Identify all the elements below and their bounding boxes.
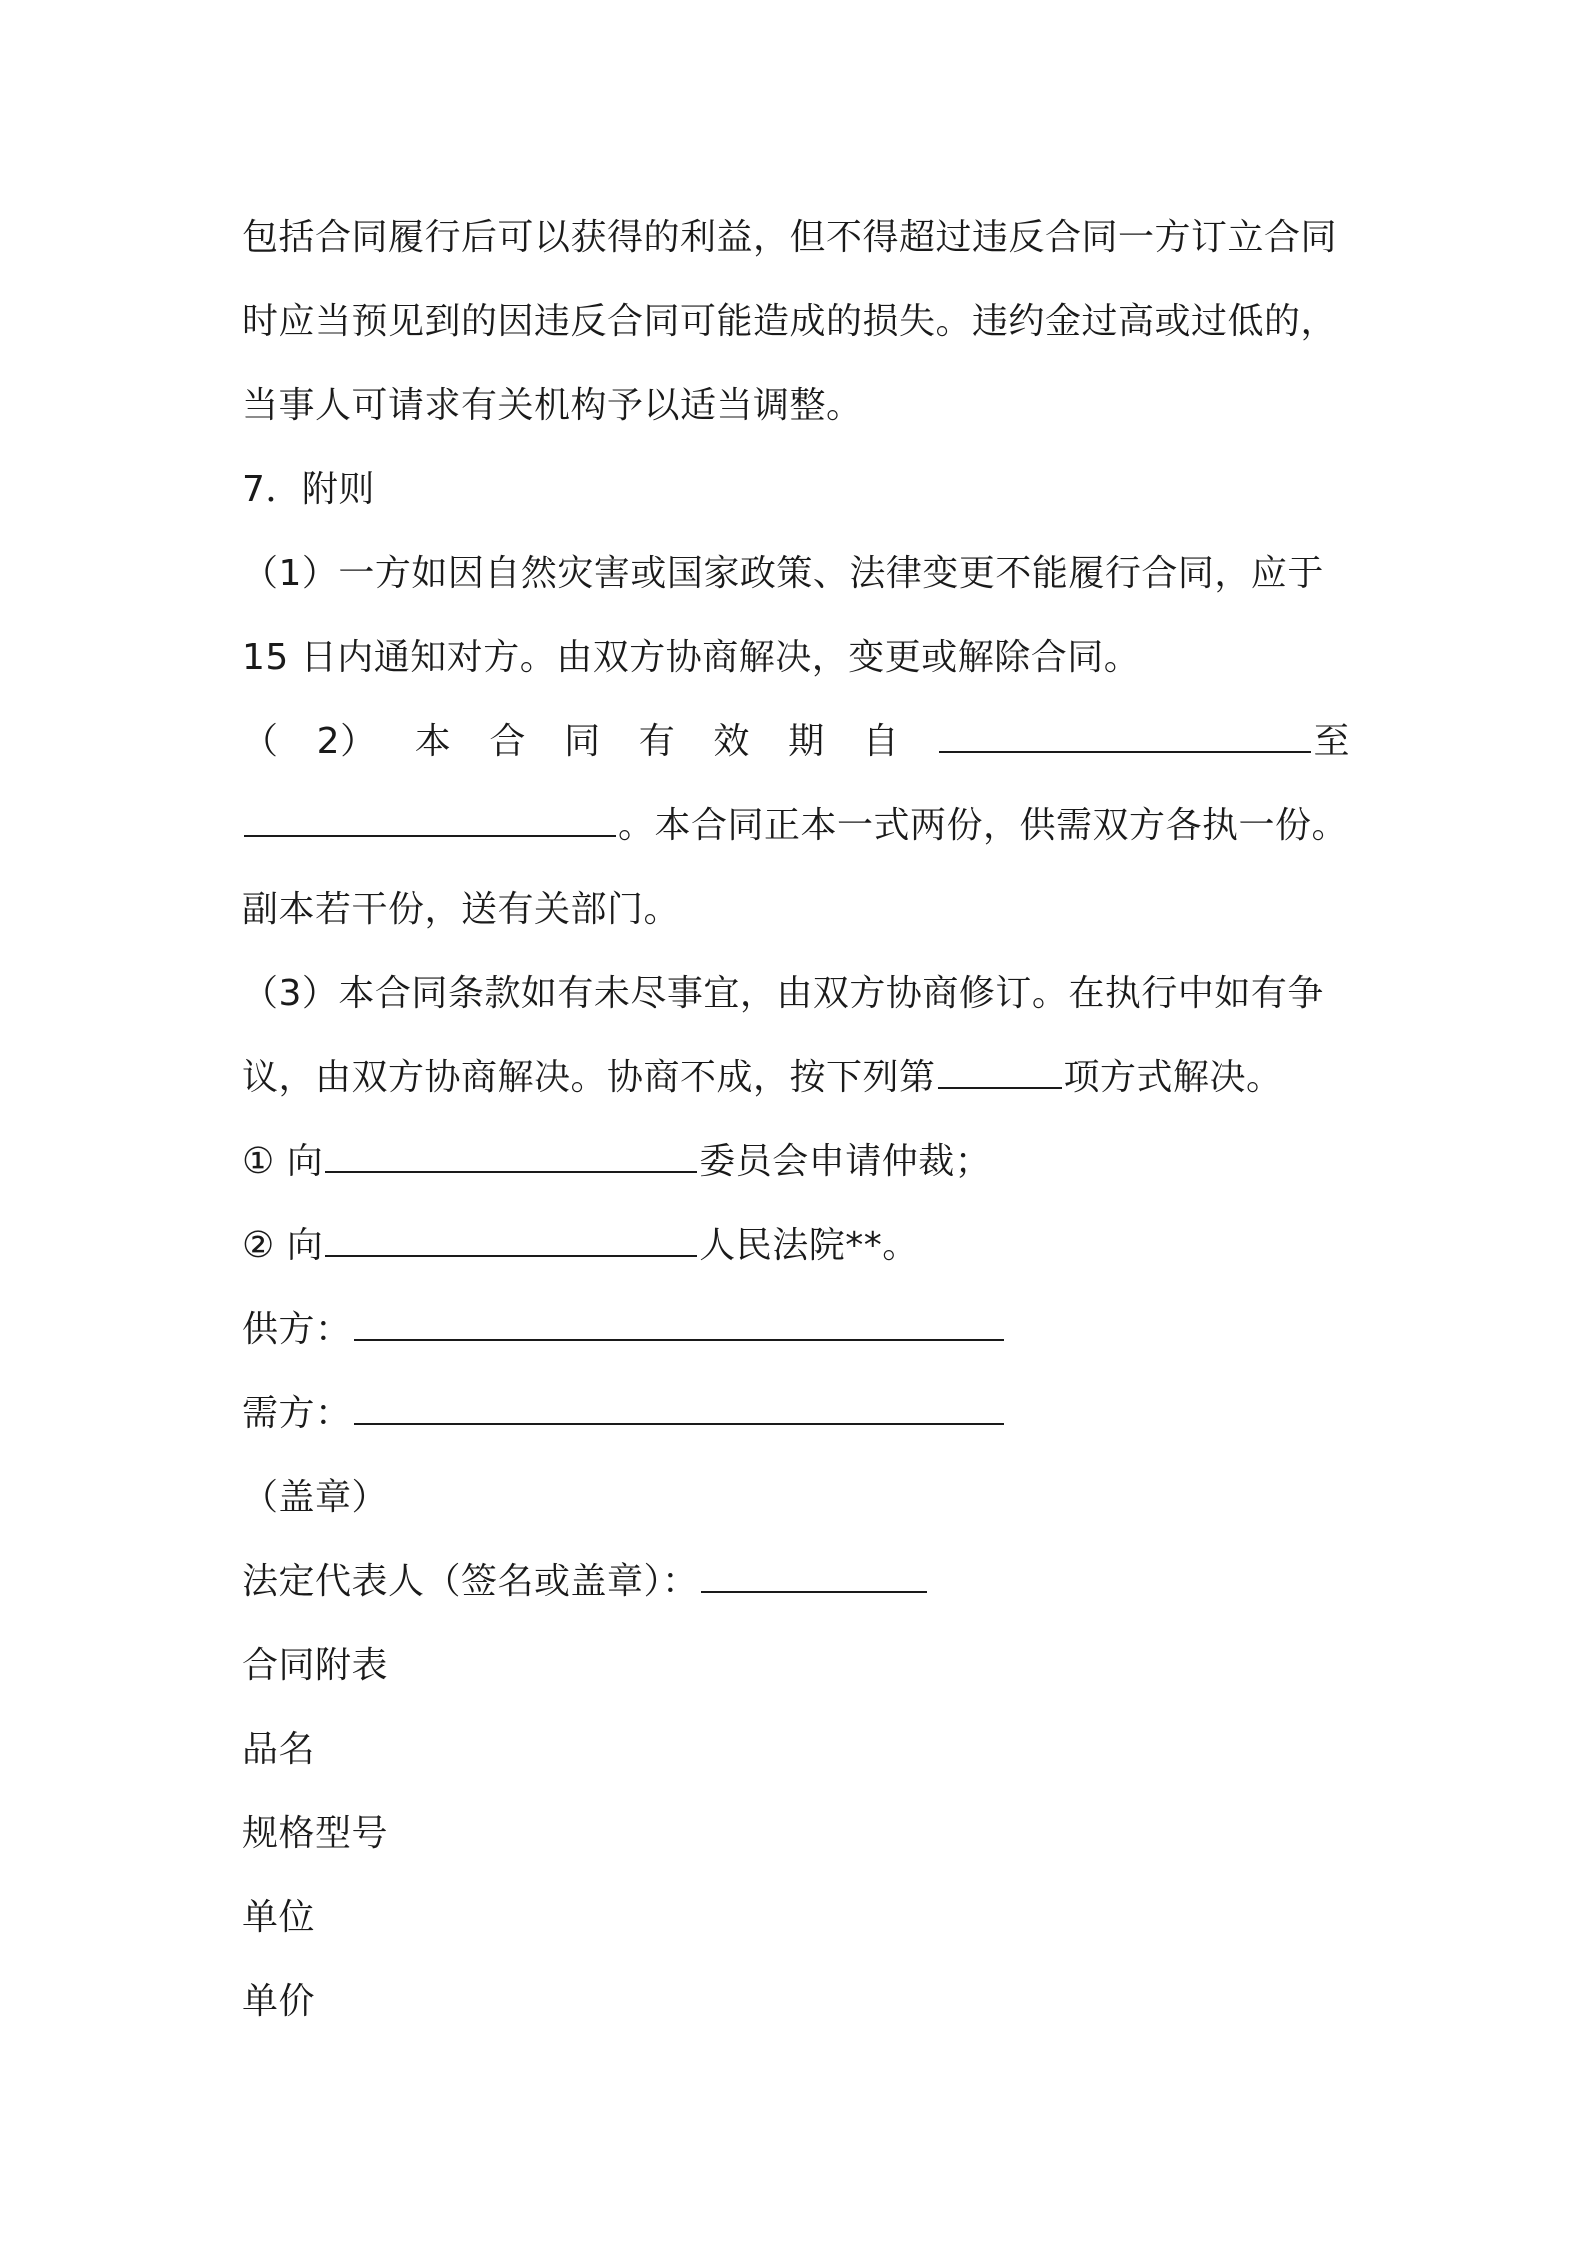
clause6-line-3: 当事人可请求有关机构予以适当调整。 xyxy=(242,385,863,426)
option-2-tail: 人民法院**。 xyxy=(699,1225,919,1266)
option-1-tail: 委员会申请仲裁； xyxy=(699,1141,992,1182)
item3-line-2-head: 议，由双方协商解决。协商不成，按下列第 xyxy=(242,1057,936,1098)
item2-to: 至 xyxy=(1313,721,1350,762)
item2-char: 期 xyxy=(788,721,825,762)
buyer-label: 需方： xyxy=(242,1393,352,1434)
item3-line-1: （3）本合同条款如有未尽事宜，由双方协商修订。在执行中如有争 xyxy=(242,973,1324,1014)
appendix-field: 单位 xyxy=(242,1897,316,1938)
item1-line-1: （1）一方如因自然灾害或国家政策、法律变更不能履行合同，应于 xyxy=(242,553,1324,594)
item1-line-2: 15 日内通知对方。由双方协商解决，变更或解除合同。 xyxy=(242,637,1141,678)
seal-note: （盖章） xyxy=(242,1477,389,1518)
item2-end-of-line xyxy=(937,700,1350,784)
item2-char: 有 xyxy=(638,721,676,762)
option-2 xyxy=(242,1204,1352,1288)
legal-rep-blank[interactable] xyxy=(701,1561,927,1593)
supplier-label: 供方： xyxy=(242,1309,352,1350)
court-blank[interactable] xyxy=(325,1225,697,1257)
item2-char: 自 xyxy=(862,721,900,762)
option-1-head: ① 向 xyxy=(242,1141,324,1182)
legal-rep-line xyxy=(242,1540,1352,1624)
buyer-blank[interactable] xyxy=(354,1393,1004,1425)
item2-line-3: 副本若干份，送有关部门。 xyxy=(242,889,681,930)
item2-line-1 xyxy=(242,700,1350,784)
supplier-line xyxy=(242,1288,1352,1372)
item2-char: 合 xyxy=(489,721,526,762)
item2-char: 同 xyxy=(564,721,601,762)
start-date-blank[interactable] xyxy=(939,721,1311,753)
item2-line-2-tail: 。本合同正本一式两份，供需双方各执一份。 xyxy=(618,805,1349,846)
option-1 xyxy=(242,1120,1352,1204)
item2-char: 效 xyxy=(713,721,750,762)
clause6-line-2: 时应当预见到的因违反合同可能造成的损失。违约金过高或过低的， xyxy=(242,301,1338,342)
arbitration-committee-blank[interactable] xyxy=(325,1141,697,1173)
clause6-line-1: 包括合同履行后可以获得的利益，但不得超过违反合同一方订立合同 xyxy=(242,217,1338,258)
item3-line-2 xyxy=(242,1036,1352,1120)
document-page xyxy=(242,196,1352,2044)
appendix-field: 品名 xyxy=(242,1729,316,1770)
appendix-field: 规格型号 xyxy=(242,1813,389,1854)
item2-char: 本 xyxy=(414,721,452,762)
appendix-title: 合同附表 xyxy=(242,1645,389,1686)
item2-char: 2） xyxy=(316,721,377,762)
section7-heading: 7．附则 xyxy=(242,469,375,510)
supplier-blank[interactable] xyxy=(354,1309,1004,1341)
legal-rep-label: 法定代表人（签名或盖章）： xyxy=(242,1561,699,1602)
item2-line-2 xyxy=(242,784,1352,868)
item2-char: （ xyxy=(242,721,279,762)
end-date-blank[interactable] xyxy=(244,805,616,837)
appendix-field: 单价 xyxy=(242,1981,316,2022)
buyer-line xyxy=(242,1372,1352,1456)
option-2-head: ② 向 xyxy=(242,1225,324,1266)
option-number-blank[interactable] xyxy=(938,1057,1062,1089)
item3-line-2-tail: 项方式解决。 xyxy=(1063,1057,1283,1098)
